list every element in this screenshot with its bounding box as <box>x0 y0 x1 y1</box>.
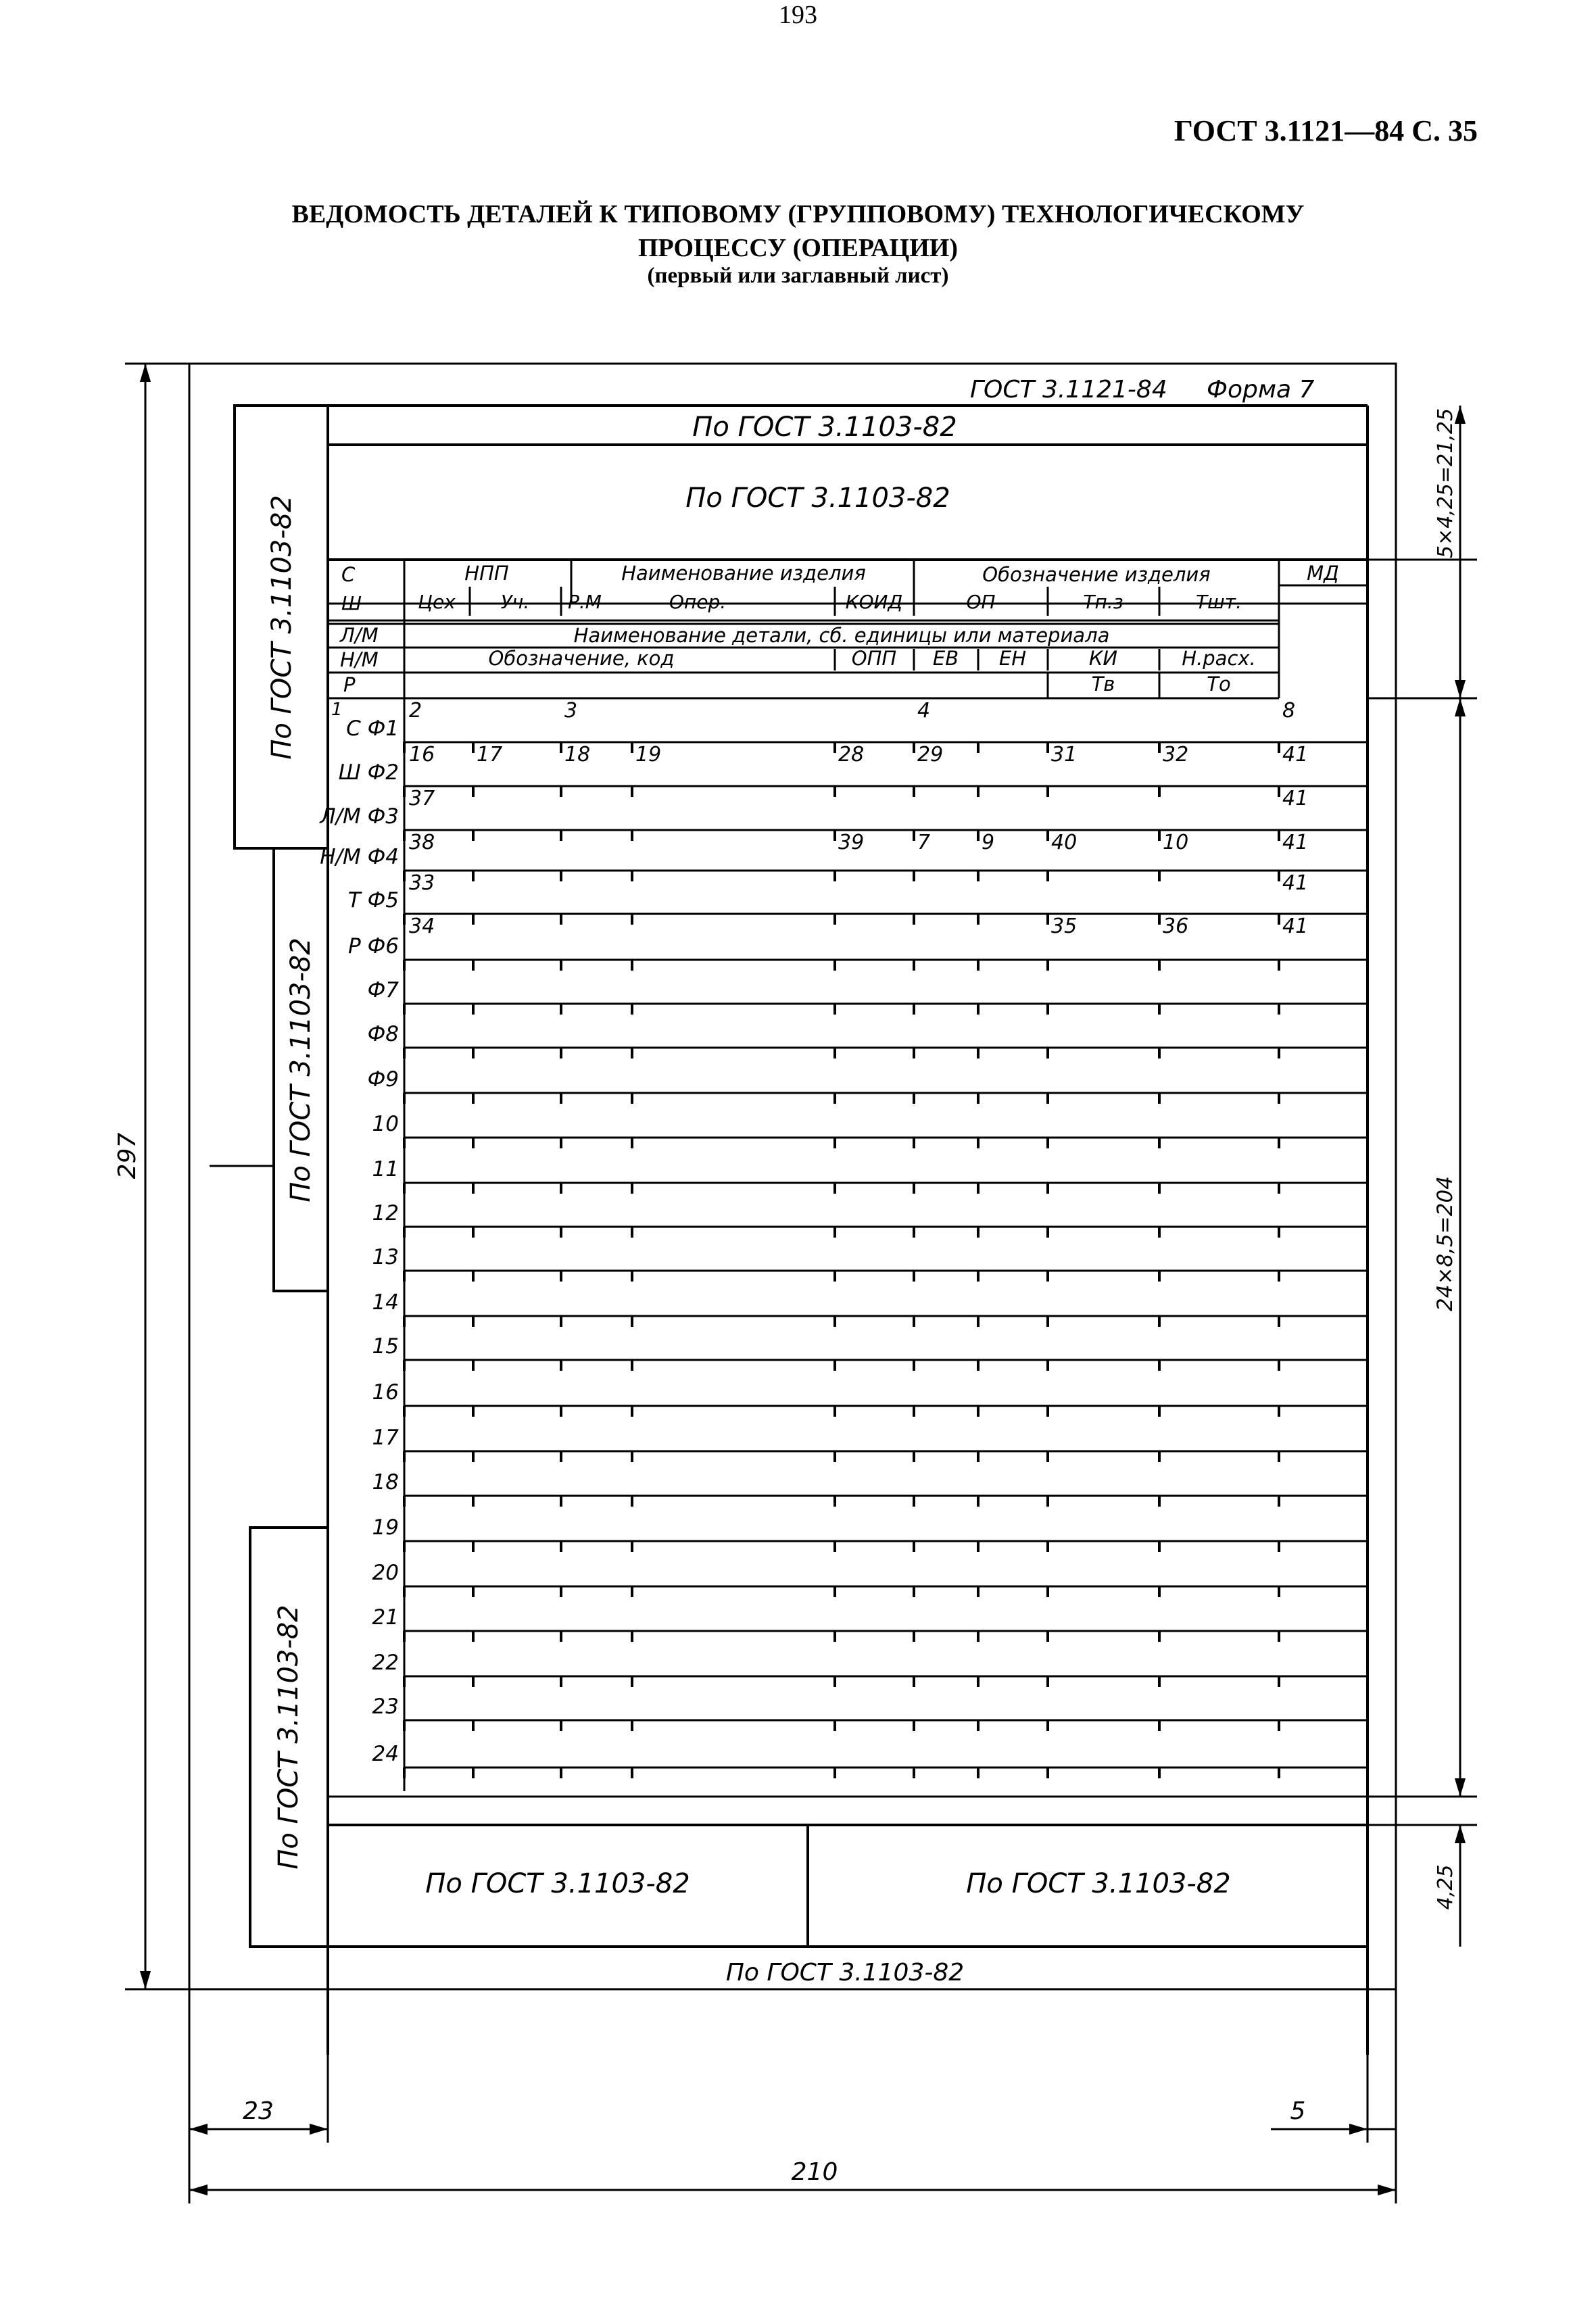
title-line-1: ВЕДОМОСТЬ ДЕТАЛЕЙ К ТИПОВОМУ (ГРУППОВОМУ) ТЕХНОЛОГИЧЕСКОМУ <box>291 200 1305 228</box>
row-label: 19 <box>372 1515 399 1540</box>
row-label: Ф9 <box>367 1067 399 1092</box>
hdr-uch: Уч. <box>500 591 530 613</box>
form-label: Форма 7 <box>1207 376 1315 404</box>
field-number: 41 <box>1282 743 1309 766</box>
ref-side-stamp-bottom: По ГОСТ 3.1103-82 <box>273 1605 304 1870</box>
row-labels <box>319 716 399 1766</box>
header-row-1 <box>341 562 1339 586</box>
document-subtitle: (первый или заглавный лист) <box>647 264 949 288</box>
field-number: 3 <box>564 699 578 723</box>
row-label: 16 <box>372 1380 399 1405</box>
row-label: Ш Ф2 <box>338 760 399 785</box>
field-number: 16 <box>409 743 435 766</box>
ref-stamp-left: По ГОСТ 3.1103-82 <box>425 1868 690 1899</box>
field-number: 41 <box>1282 871 1309 895</box>
dim-height: 297 <box>114 1132 141 1179</box>
ref-side-stamp-top: По ГОСТ 3.1103-82 <box>266 495 297 760</box>
row-label: 11 <box>372 1157 399 1181</box>
field-number: 2 <box>409 699 422 723</box>
field-number: 41 <box>1282 915 1309 938</box>
field-number: 29 <box>917 743 944 766</box>
row-label: Ф7 <box>367 978 399 1002</box>
row-label: 18 <box>372 1470 399 1494</box>
hdr-product-name: Наименование изделия <box>621 562 866 585</box>
row-label: Т Ф5 <box>347 888 399 912</box>
hdr-opp: ОПП <box>851 647 897 670</box>
hdr-product-designation: Обозначение изделия <box>982 563 1211 586</box>
field-number: 8 <box>1282 699 1296 723</box>
field-number: 40 <box>1051 831 1078 854</box>
title-line-2: ПРОЦЕССУ (ОПЕРАЦИИ) <box>637 234 958 262</box>
field-number: 38 <box>409 831 435 854</box>
hdr-koid: КОИД <box>845 591 903 613</box>
header-row-5 <box>343 673 1231 696</box>
field-number: 19 <box>635 743 662 766</box>
field-numbers <box>409 699 1308 938</box>
ref-stamp-right: По ГОСТ 3.1103-82 <box>966 1868 1231 1899</box>
row-label: Л/М Ф3 <box>320 804 399 829</box>
row-label: 21 <box>372 1605 399 1630</box>
hdr-md: МД <box>1307 562 1339 585</box>
ref-top-block: По ГОСТ 3.1103-82 <box>692 412 957 443</box>
row-label: Р Ф6 <box>348 934 399 958</box>
hdr-label-nm: Н/М <box>340 648 379 671</box>
hdr-detail-name: Наименование детали, сб. единицы или материала <box>573 624 1110 647</box>
hdr-rm: Р.М <box>568 591 602 613</box>
row-label: 22 <box>372 1651 399 1675</box>
dim-width: 210 <box>791 2158 838 2186</box>
header-row-4 <box>340 647 1256 671</box>
hdr-oper: Опер. <box>669 591 727 613</box>
field-number: 39 <box>838 831 865 854</box>
field-number: 41 <box>1282 787 1309 810</box>
row-label: 14 <box>372 1290 399 1315</box>
dim-table-height: 24×8,5=204 <box>1433 1176 1457 1311</box>
row-label: Ф8 <box>367 1022 399 1046</box>
hdr-label-c: С <box>341 563 356 586</box>
field-number: 31 <box>1051 743 1078 766</box>
hdr-tv: Тв <box>1091 673 1115 696</box>
hdr-tsht: Тшт. <box>1196 591 1242 613</box>
ref-bottom-line: По ГОСТ 3.1103-82 <box>725 1959 965 1987</box>
row-label: 17 <box>372 1425 399 1450</box>
field-number: 9 <box>982 831 995 854</box>
ref-title-block: По ГОСТ 3.1103-82 <box>685 483 950 514</box>
field-number: 35 <box>1051 915 1078 938</box>
hdr-tpz: Тп.з <box>1083 591 1123 613</box>
page-number: 193 <box>779 1 817 29</box>
hdr-label-r: Р <box>343 673 356 696</box>
page-header: ГОСТ 3.1121—84 С. 35 <box>1174 114 1478 147</box>
row-prefix: 1 <box>331 700 343 720</box>
row-label: 12 <box>372 1201 399 1225</box>
dim-top-block: 5×4,25=21,25 <box>1434 408 1457 559</box>
row-label: 15 <box>372 1334 399 1359</box>
row-label: 13 <box>372 1245 399 1269</box>
row-label: 10 <box>372 1112 399 1136</box>
hdr-ki: КИ <box>1088 647 1118 670</box>
header-row-3 <box>339 624 1109 647</box>
dim-right-margin: 5 <box>1290 2097 1306 2125</box>
row-label: 20 <box>372 1561 399 1585</box>
field-number: 32 <box>1163 743 1189 766</box>
field-number: 4 <box>917 699 931 723</box>
row-lines <box>404 742 1368 1768</box>
row-label: 24 <box>372 1742 399 1766</box>
field-number: 37 <box>409 787 435 810</box>
hdr-ev: ЕВ <box>932 647 959 670</box>
row-label: 23 <box>372 1695 399 1719</box>
field-number: 18 <box>564 743 591 766</box>
dim-left-margin: 23 <box>243 2097 274 2125</box>
hdr-label-lm: Л/М <box>340 624 379 647</box>
column-ticks <box>404 742 1279 1778</box>
field-number: 17 <box>477 743 503 766</box>
field-number: 10 <box>1163 831 1189 854</box>
hdr-label-sh: Ш <box>341 592 362 614</box>
row-label: Н/М Ф4 <box>320 845 399 869</box>
field-number: 33 <box>409 871 435 895</box>
hdr-n-rask: Н.расх. <box>1182 647 1256 670</box>
field-number: 7 <box>917 831 931 854</box>
row-label: С Ф1 <box>346 716 399 741</box>
field-number: 36 <box>1163 915 1189 938</box>
field-number: 41 <box>1282 831 1309 854</box>
field-number: 28 <box>838 743 865 766</box>
hdr-en: ЕН <box>998 647 1027 670</box>
hdr-tsekh: Цех <box>418 591 456 613</box>
dim-bottom-block: 4,25 <box>1434 1864 1457 1910</box>
hdr-to: То <box>1207 673 1231 696</box>
ref-side-stamp-middle: По ГОСТ 3.1103-82 <box>285 937 316 1202</box>
hdr-designation-code: Обозначение, код <box>488 647 675 670</box>
hdr-npp: НПП <box>464 562 509 585</box>
field-number: 34 <box>409 915 435 938</box>
standard-reference: ГОСТ 3.1121-84 <box>970 376 1167 404</box>
hdr-op: ОП <box>966 591 996 613</box>
